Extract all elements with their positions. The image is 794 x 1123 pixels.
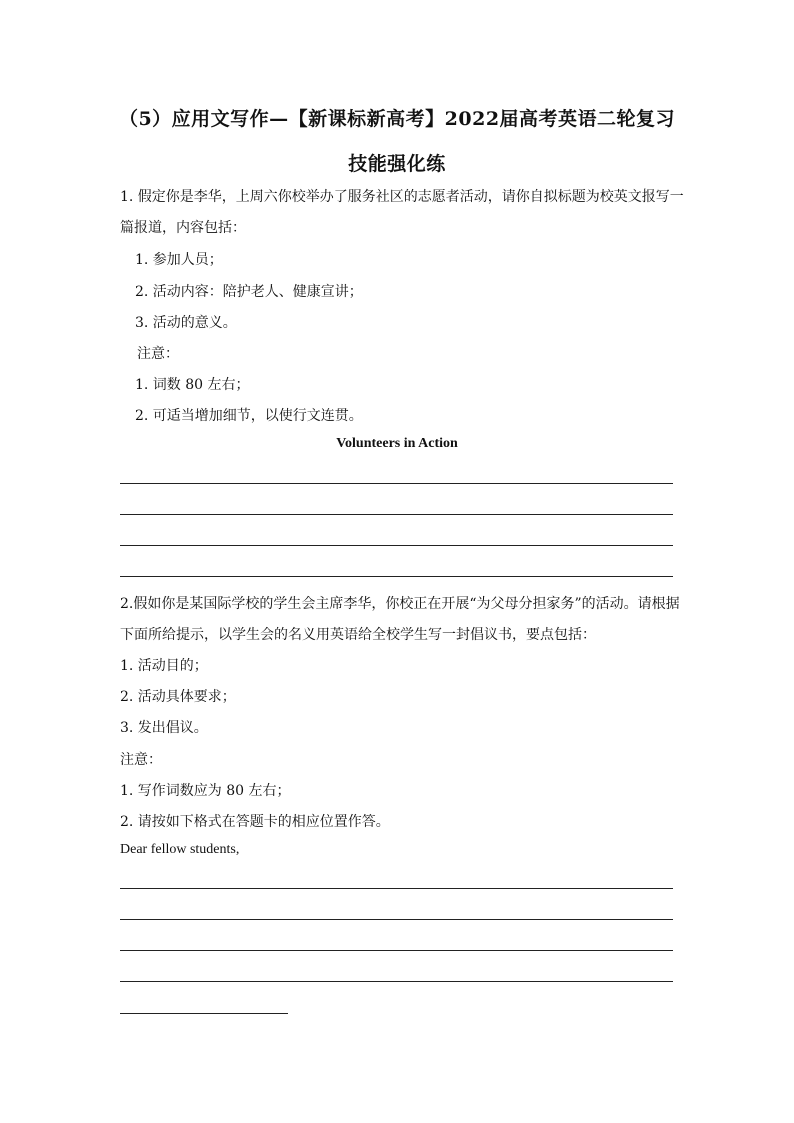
q2-answer-line-4 [120, 981, 673, 982]
q2-note-1: 1. 写作词数应为 80 左右； [120, 783, 291, 799]
q1-item-2: 2. 活动内容：陪护老人、健康宣讲； [135, 284, 363, 300]
document-title-line-2: 技能强化练 [348, 153, 446, 175]
q2-item-1: 1. 活动目的； [120, 658, 208, 674]
q2-item-3: 3. 发出倡议。 [120, 720, 208, 736]
q1-answer-line-4 [120, 576, 673, 577]
q2-item-2: 2. 活动具体要求； [120, 689, 236, 705]
q1-answer-line-1 [120, 483, 673, 484]
q2-salutation: Dear fellow students, [120, 842, 240, 857]
q1-answer-line-3 [120, 545, 673, 546]
q1-answer-line-2 [120, 514, 673, 515]
q1-item-3: 3. 活动的意义。 [135, 315, 237, 331]
q2-note-label: 注意： [120, 752, 162, 768]
document-title-line-1: （5）应用文写作—【新课标新高考】2022届高考英语二轮复习 [118, 108, 676, 130]
q2-prompt-line-1: 2.假如你是某国际学校的学生会主席李华，你校正在开展“为父母分担家务”的活动。请根据 [120, 596, 680, 612]
q1-prompt-line-1: 1. 假定你是李华，上周六你校举办了服务社区的志愿者活动，请你自拟标题为校英文报写一 [120, 189, 684, 205]
q1-prompt-line-2: 篇报道，内容包括： [120, 220, 246, 236]
q2-note-2: 2. 请按如下格式在答题卡的相应位置作答。 [120, 814, 390, 830]
q2-prompt-line-2: 下面所给提示，以学生会的名义用英语给全校学生写一封倡议书，要点包括： [120, 627, 596, 643]
q1-item-1: 1. 参加人员； [135, 252, 223, 268]
q2-answer-line-5 [120, 1013, 288, 1014]
q2-answer-line-2 [120, 919, 673, 920]
q2-answer-line-3 [120, 950, 673, 951]
q1-note-1: 1. 词数 80 左右； [135, 377, 250, 393]
q1-essay-title: Volunteers in Action [336, 436, 458, 451]
q1-note-label: 注意： [137, 346, 179, 362]
q2-answer-line-1 [120, 888, 673, 889]
q1-note-2: 2. 可适当增加细节，以使行文连贯。 [135, 408, 363, 424]
